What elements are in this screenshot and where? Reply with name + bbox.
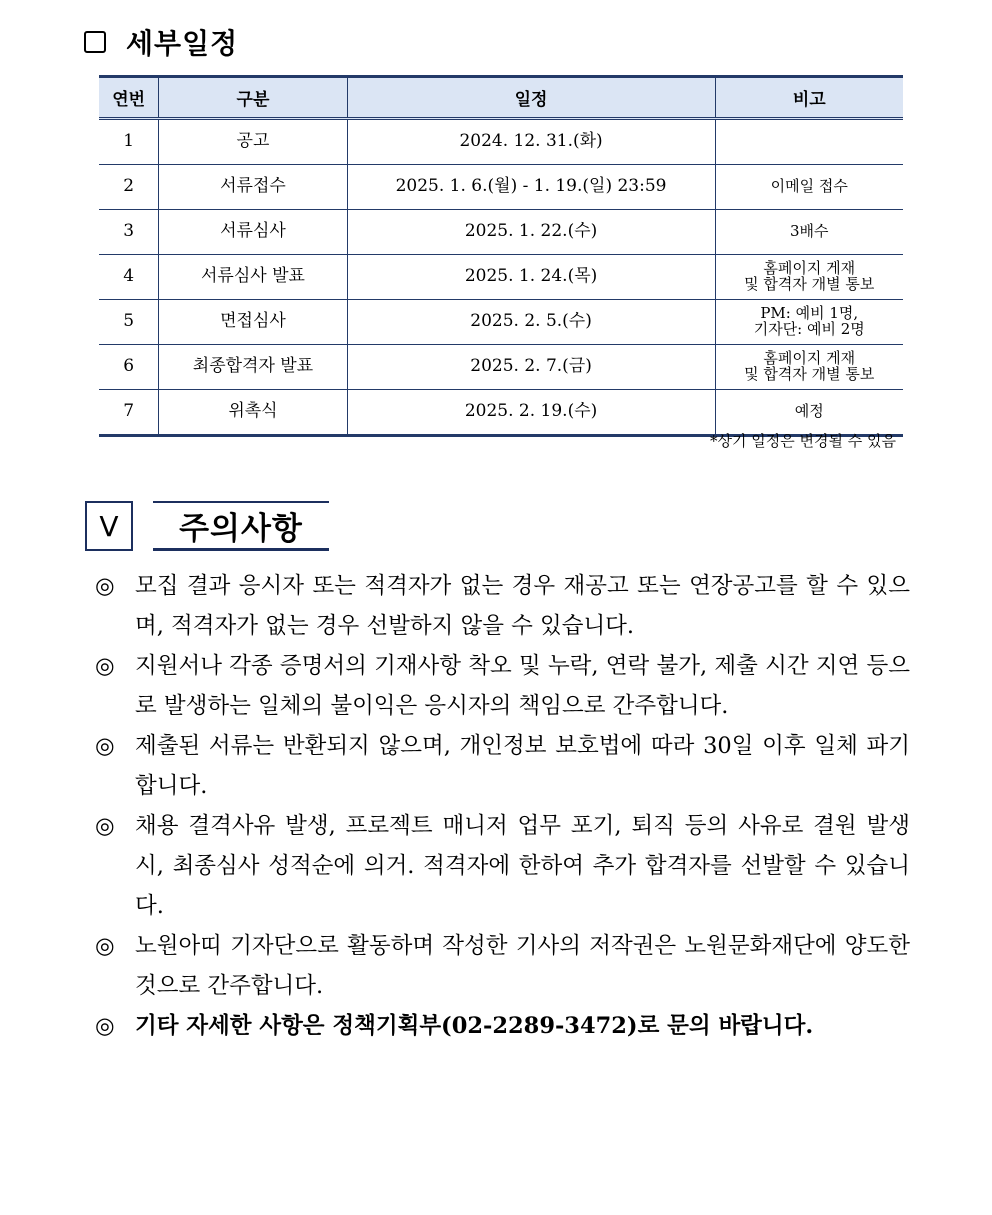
- note-line: 및 합격자 개별 통보: [744, 275, 875, 293]
- bullet-icon: ◎: [95, 813, 115, 839]
- table-row: [99, 255, 903, 300]
- header-category: 구분: [159, 77, 347, 119]
- table-row: [99, 300, 903, 345]
- cell-note: [715, 119, 903, 165]
- cell-note: [715, 165, 903, 210]
- note-line: PM: 예비 1명,: [760, 304, 859, 323]
- note-line: 예정: [794, 402, 824, 421]
- cell-schedule: 2025. 1. 24.(목): [347, 255, 715, 300]
- cell-no: 6: [99, 345, 159, 390]
- schedule-section-title: 세부일정: [126, 27, 239, 60]
- cell-no: 3: [99, 210, 159, 255]
- note-line: 홈페이지 게재: [763, 259, 856, 278]
- cell-no: 4: [99, 255, 159, 300]
- table-row: [99, 210, 903, 255]
- bullet-icon: ◎: [95, 733, 115, 759]
- cell-note: [715, 300, 903, 345]
- table-row: [99, 165, 903, 210]
- checkbox-icon: [84, 31, 106, 53]
- schedule-footnote: *상기 일정은 변경될 수 있음: [710, 432, 896, 450]
- cell-no: 1: [99, 119, 159, 165]
- schedule-table: [99, 75, 903, 437]
- note-line: 3배수: [789, 222, 829, 241]
- note-line: 홈페이지 게재: [763, 349, 856, 368]
- caution-text: 지원서나 각종 증명서의 기재사항 착오 및 누락, 연락 불가, 제출 시간 지연 등으로 발생하는 일체의 불이익은 응시자의 책임으로 간주합니다.: [135, 653, 910, 719]
- cell-schedule: 2025. 1. 22.(수): [347, 210, 715, 255]
- cell-category: 위촉식: [159, 390, 347, 436]
- cell-category: 서류심사 발표: [159, 255, 347, 300]
- bullet-icon: ◎: [95, 933, 115, 959]
- caution-item: [95, 646, 910, 726]
- table-row: [99, 390, 903, 436]
- header-schedule: 일정: [347, 77, 715, 119]
- cell-no: 7: [99, 390, 159, 436]
- cell-schedule: 2025. 2. 7.(금): [347, 345, 715, 390]
- cell-category: 서류접수: [159, 165, 347, 210]
- caution-text: 기타 자세한 사항은 정책기획부(02-2289-3472)로 문의 바랍니다.: [135, 1013, 814, 1039]
- cell-note: [715, 345, 903, 390]
- cell-schedule: 2025. 2. 19.(수): [347, 390, 715, 436]
- cell-category: 공고: [159, 119, 347, 165]
- header-no: 연번: [99, 77, 159, 119]
- caution-text: 제출된 서류는 반환되지 않으며, 개인정보 보호법에 따라 30일 이후 일체 파기합니다.: [135, 733, 910, 799]
- schedule-section-header: [84, 24, 238, 60]
- table-row: [99, 119, 903, 165]
- caution-item: [95, 566, 910, 646]
- cell-schedule: 2025. 2. 5.(수): [347, 300, 715, 345]
- section-numeral: Ⅴ: [85, 501, 133, 551]
- cell-category: 면접심사: [159, 300, 347, 345]
- cell-schedule: 2025. 1. 6.(월) - 1. 19.(일) 23:59: [347, 165, 715, 210]
- note-line: 및 합격자 개별 통보: [744, 365, 875, 383]
- header-note: 비고: [715, 77, 903, 119]
- table-header-row: [99, 77, 903, 119]
- cell-schedule: 2024. 12. 31.(화): [347, 119, 715, 165]
- caution-list: [95, 566, 910, 1046]
- cell-no: 2: [99, 165, 159, 210]
- caution-item: [95, 726, 910, 806]
- cell-no: 5: [99, 300, 159, 345]
- caution-text: 노원아띠 기자단으로 활동하며 작성한 기사의 저작권은 노원문화재단에 양도한 것으로 간주합니다.: [135, 933, 910, 999]
- caution-section-title: 주의사항: [153, 501, 329, 551]
- caution-item: [95, 926, 910, 1006]
- schedule-table-body: [99, 119, 903, 436]
- caution-item: [95, 806, 910, 926]
- cell-note: [715, 390, 903, 436]
- table-row: [99, 345, 903, 390]
- note-line: 기자단: 예비 2명: [753, 320, 865, 338]
- caution-text: 채용 결격사유 발생, 프로젝트 매니저 업무 포기, 퇴직 등의 사유로 결원 발생 시, 최종심사 성적순에 의거. 적격자에 한하여 추가 합격자를 선발할 수 있습니다.: [135, 813, 910, 919]
- caution-item: [95, 1006, 910, 1046]
- cell-note: [715, 255, 903, 300]
- bullet-icon: ◎: [95, 1013, 115, 1039]
- caution-text: 모집 결과 응시자 또는 적격자가 없는 경우 재공고 또는 연장공고를 할 수 있으며, 적격자가 없는 경우 선발하지 않을 수 있습니다.: [135, 573, 910, 639]
- note-line: 이메일 접수: [770, 177, 848, 196]
- bullet-icon: ◎: [95, 573, 115, 599]
- bullet-icon: ◎: [95, 653, 115, 679]
- cell-note: [715, 210, 903, 255]
- cell-category: 최종합격자 발표: [159, 345, 347, 390]
- cell-category: 서류심사: [159, 210, 347, 255]
